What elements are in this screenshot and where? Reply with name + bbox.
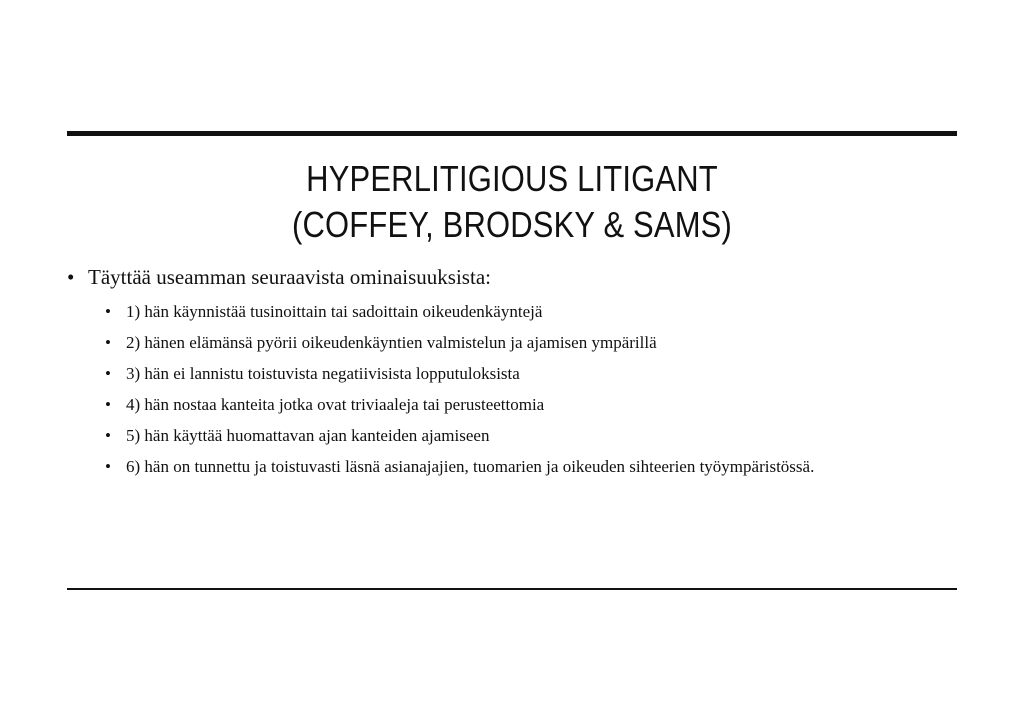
slide-title-line-1: HYPERLITIGIOUS LITIGANT <box>306 158 718 199</box>
list-item <box>67 389 967 420</box>
intro-bullet <box>67 262 967 292</box>
top-divider <box>67 131 957 136</box>
slide-body <box>67 262 967 482</box>
slide-title <box>129 156 894 248</box>
bullet-icon: • <box>105 426 111 445</box>
list-item <box>67 327 967 358</box>
bullet-icon: • <box>105 302 111 321</box>
bullet-icon: • <box>67 265 75 289</box>
list-item <box>67 358 967 389</box>
list-item-text: 3) hän ei lannistu toistuvista negatiivisista lopputuloksista <box>126 364 520 383</box>
bullet-icon: • <box>105 395 111 414</box>
list-item-text: 1) hän käynnistää tusinoittain tai sadoittain oikeudenkäyntejä <box>126 302 543 321</box>
list-item-text: 6) hän on tunnettu ja toistuvasti läsnä asianajajien, tuomarien ja oikeuden sihteerien työympäristössä. <box>126 457 815 476</box>
bullet-icon: • <box>105 333 111 352</box>
list-item <box>67 296 967 327</box>
intro-text: Täyttää useamman seuraavista ominaisuuksista: <box>88 265 491 289</box>
bullet-icon: • <box>105 457 111 476</box>
list-item <box>67 451 967 482</box>
bottom-divider <box>67 588 957 590</box>
list-item-text: 5) hän käyttää huomattavan ajan kanteiden ajamiseen <box>126 426 490 445</box>
list-item-text: 2) hänen elämänsä pyörii oikeudenkäyntien valmistelun ja ajamisen ympärillä <box>126 333 657 352</box>
bullet-icon: • <box>105 364 111 383</box>
list-item <box>67 420 967 451</box>
slide-title-line-2: (COFFEY, BRODSKY & SAMS) <box>292 204 732 245</box>
criteria-list <box>67 296 967 482</box>
list-item-text: 4) hän nostaa kanteita jotka ovat triviaaleja tai perusteettomia <box>126 395 545 414</box>
